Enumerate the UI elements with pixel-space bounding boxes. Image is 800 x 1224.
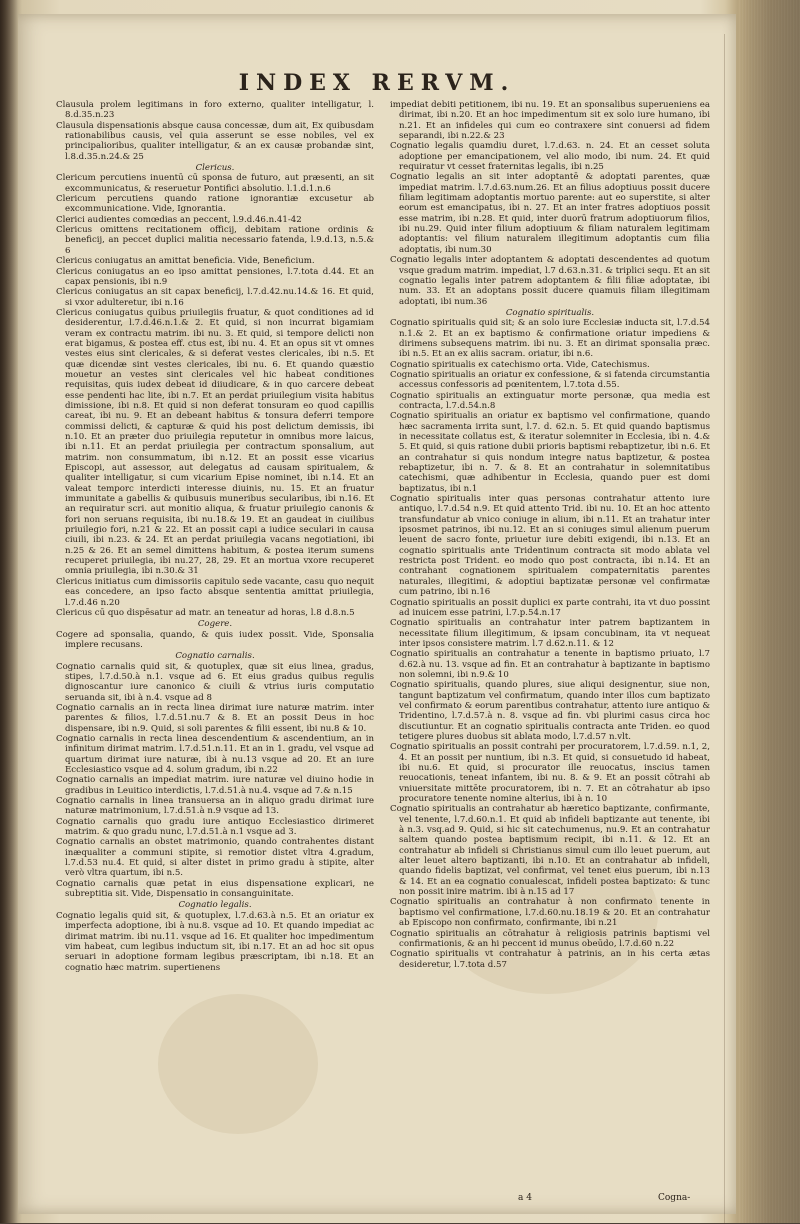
index-entry: Cognatio legalis quamdiu duret, l.7.d.63. n. 24. Et an cesset soluta adoptione per emancipationem, vel alio modo, ibi num. 24. Et quid requiratur vt cesset fraternitas legalis, ibi n.25 [390,141,710,173]
catchword: Cogna- [658,1193,691,1203]
index-entry: Cognatio legalis quid sit, & quotuplex, l.7.d.63.à n.5. Et an oriatur ex imperfecta adoptione, ibi à nu.8. vsque ad 10. Et quando impediat ac dirimat matrim. ibi nu.11. vsque ad 16. Et qualiter hoc impedimentum vim habeat, cum legibus inductum sit, ibi n.17. Et an ad hoc sit opus seruari in adoptione formam legibus præscriptam, ibi n.18. Et an cognatio hæc matrim. supertienens [56,910,374,973]
index-entry: Cognatio spiritualis ex catechismo orta. Vide, Catechismus. [390,359,650,370]
index-entry: Cogere ad sponsalia, quando, & quis iudex possit. Vide, Sponsalia implere recusans. [56,629,374,650]
index-entry: Cognatio carnalis an obstet matrimonio, quando contrahentes distant inæqualiter a communi stipite, si remotior distet vltra 4.gradum, l.7.d.53 nu.4. Et quid, si alter distet in primo gradu à stipite, alter verò vltra quartum, ibi n.5. [56,837,374,879]
index-entry: Clausula prolem legitimans in foro externo, qualiter intelligatur, l. 8.d.35.n.23 [56,100,374,121]
index-entry: Clericus cū quo dispēsatur ad matr. an teneatur ad horas, l.8 d.8.n.5 [56,607,355,618]
index-entry: Cognatio spiritualis vt contrahatur à patrinis, an in his certa ætas desideretur, l.7.tota d.57 [390,949,710,970]
signature-mark: a 4 [518,1193,532,1203]
index-entry: Cognatio spiritualis inter quas personas contrahatur attento iure antiquo, l.7.d.54 n.9. Et quid attento Trid. ibi nu. 10. Et an hoc attento transfundatur ab vnico coniuge in alium, ibi n.11. Et an trahatur inter ipsosmet patrinos, ibi nu.12. Et an si coniuges simul alienum puerum leuent de sacro fonte, priuetur iure debiti exigendi, ibi n.13. Et an cognatio spiritualis ante Tridentinum contracta sit modo ablata vel restricta post Trident. eo modo quo post contracta, ibi n.14. Et an contrahant cognationem spiritualem compaternitatis parentes naturales, illegitimi, & adoptiui baptizatæ personæ vel confirmatæ cum patrino, ibi n.16 [390,494,710,598]
index-entry: Cognatio spiritualis quid sit; & an solo iure Ecclesiæ inducta sit, l.7.d.54 n.1.& 2. Et an ex baptismo & confirmatione oriatur impediens & dirimens subsequens matrim. ibi nu. 3. Et an dirimat sponsalia præc. ibi n.5. Et an ex aliis sacram. oriatur, ibi n.6. [390,318,710,360]
index-entry: Clericum percutiens quando ratione ignorantiæ excusetur ab excommunicatione. Vide, Ignorantia. [56,194,374,215]
left-column [56,100,374,1190]
index-entry: Clericus coniugatus quibus priuilegiis fruatur, & quot conditiones ad id desiderentur, l.7.d.46.n.1.& 2. Et quid, si non incurrat bigamiam veram ex contractu matrim. ibi nu. 3. Et quid, si tempore delicti non erat bigamus, & postea eff. ctus est, ibi nu. 4. Et an opus sit vt omnes vestes eius sint clericales, & si deferat vestes clericales, ibi n.5. Et quæ dicendæ sint vestes clericales, ibi nu. 6. Et quando quæstio mouetur an vestes sint clericales vel hic habeat conditiones requisitas, quis iudex debeat id diiudicare, & in quo carcere debeat esse pendenti hac lite, ibi n.7. Et an perdat priuilegium visita habitus dimissione, ibi n.8. Et quid si non deferat tonsuram eo quod capillis careat, ibi nu. 9. Et an debeant habitus & tonsura deferri tempore commissi delicti, & capturæ & quid his post delictum demissis, ibi n.10. Et an præter duo priuilegia reputetur in omnibus more laicus, ibi n.11. Et an perdat priuilegia per contractum sponsalium, aut matrim. non consummatum, ibi n.12. Et an possit esse vicarius Episcopi, aut assessor, aut delegatus ad causam spiritualem, & qualiter intelligatur, si cum vicarium Epise nominet, ibi n.14. Et an valeat temporc interdicti interesse diuinis, nu. 15. Et an fruatur immunitate a gabellis & quibusuis muneribus secularibus, ibi n.16. Et an requiratur scri. aut monitio aliqua, & fruatur priuilegio canonis & fori non seruans requisita, ibi nu.18.& 19. Et an gaudeat in ciuilibus priuilegio fori, n.21 & 22. Et an possit capi a iudice seculari in causa ciuili, ibi n.23. & 24. Et an perdat priuilegia vacans negotiationi, ibi n.25 & 26. Et an semel dimittens habitum, & postea iterum sumens recuperet priuilegia, ibi nu.27, 28, 29. Et an mortua vxore recuperet omnia priuilegia, ibi n.30.& 31 [56,307,374,577]
index-entry: Cognatio spiritualis an cōtrahatur à religiosis patrinis baptismi vel confirmationis, & an hi peccent id munus obeūdo, l.7.d.60 n.22 [390,928,710,949]
index-entry: Clerici audientes comœdias an peccent, l.9.d.46.n.41-42 [56,214,302,225]
index-entry: Cognatio carnalis in linea transuersa an in aliquo gradu dirimat iure naturæ matrimonium, l.7.d.51.à n.9 vsque ad 13. [56,796,374,817]
index-entry: Cognatio legalis an sit inter adoptantē & adoptati parentes, quæ impediat matrim. l.7.d.63.num.26. Et an filius adoptiuus possit ducere filiam legitimam adoptantis mortuo parente: aut eo superstite, si alter eorum est emancipatus, ibi n. 27. Et an inter fratres adoptiuos possit esse matrim, ibi n.28. Et quid, inter duorū fratrum adoptiuorum filios, ibi nu.29. Quid inter filium adoptiuum & filiam naturalem legitimam adoptantis: vel filium naturalem illegitimum adoptantis cum filia adoptatis, ibi num.30 [390,172,710,255]
fold-line [724,34,725,1224]
index-entry: Cognatio carnalis quæ petat in eius dispensatione explicari, ne subreptitia sit. Vide, Dispensatio in consanguinitate. [56,878,374,900]
page-edges [738,0,800,1223]
index-subheading: Cognatio carnalis. [175,651,255,662]
index-entry: Cognatio carnalis an impediat matrim. iure naturæ vel diuino hodie in gradibus in Leuitico interdictis, l.7.d.51.à nu.4. vsque ad 7.& n.15 [56,775,374,796]
index-entry: Cognatio spiritualis an contrahatur ab hæretico baptizante, confirmante, vel tenente, l.7.d.60.n.1. Et quid ab infideli baptizante aut tenente, ibi à n.3. vsq.ad 9. Quid, si hic sit catechumenus, nu.9. Et an contrahatur saltem quando postea baptismum recipit, ibi n.11. & 12. Et an contrahatur ab infideli si Christianus simul cum illo leuet puerum, aut alter leuet altero baptizanti, ibi n.10. Et an contrahatur ab infideli, quando fidelis baptizat, vel confirmat, vel tenet eius puerum, ibi n.13 & 14. Et an ea cognatio conualescat, infideli postea baptizato: & tunc non possit inire matrim. ibi à n.15 ad 17 [390,804,710,898]
index-entry: impediat debiti petitionem, ibi nu. 19. Et an sponsalibus superueniens ea dirimat, ibi n.20. Et an hoc impedimentum sit ex solo iure humano, ibi n.21. Et an infideles qui cum eo contraxere sint conuersi ad fidem separandi, ibi n.22.& 23 [390,100,710,142]
index-entry: Cognatio spiritualis an oriatur ex confessione, & si fatenda circumstantia accessus confessoris ad pœnitentem, l.7.tota d.55. [390,369,710,391]
index-entry: Cognatio carnalis in recta linea descendentium & ascendentium, an in infinitum dirimat matrim. l.7.d.51.n.11. Et an in 1. gradu, vel vsque ad quartum dirimat iure naturæ, ibi à nu.13 vsque ad 20. Et an iure Ecclesiastico vsque ad 4. solum gradum, ibi n.22 [56,733,374,775]
index-entry: Cognatio spiritualis, quando plures, siue aliqui designentur, siue non, tangunt baptizatum vel confirmatum, quando inter illos cum baptizato vel confirmato & eorum parentibus contrahatur, attento iure antiquo & Tridentino, l.7.d.57.à n. 8. vsque ad fin. vbi plurimi casus circa hoc discutiuntur. Et an cognatio spiritualis contracta ante Triden. eo quod tetigere plures duobus sit ablata modo, l.7.d.57 n.vlt. [390,680,710,742]
index-entry: Cognatio spiritualis an possit duplici ex parte contrahi, ita vt duo possint ad inuicem esse patrini, l.7.p.54.n.17 [390,597,710,618]
index-entry: Clericus coniugatus an amittat beneficia. Vide, Beneficium. [56,256,315,267]
index-entry: Clausula dispensationis absque causa concessæ, dum ait, Ex quibusdam rationabilibus causis, vel quia asserunt se esse nobiles, vel ex principalioribus, qualiter intelligatur, & an ex causæ probandæ sint, l.8.d.35.n.24.& 25 [56,120,374,162]
index-entry: Cognatio carnalis an in recta linea dirimat iure naturæ matrim. inter parentes & filios, l.7.d.51.nu.7 & 8. Et an possit Deus in hoc dispensare, ibi n.9. Quid, si soli parentes & filii essent, ibi nu.8 & 10. [56,702,374,734]
index-entry: Clericus initiatus cum dimissoriis capitulo sede vacante, casu quo nequit eas concedere, an ipso facto absque sententia amittat priuilegia, l.7.d.46 n.20 [56,576,374,608]
index-subheading: Cognatio spiritualis. [505,307,595,318]
index-subheading: Clericus. [195,163,235,174]
index-entry: Clericum percutiens inuentū cū sponsa de futuro, aut præsenti, an sit excommunicatus, & reseruetur Pontifici absolutio. l.1.d.1.n.6 [56,173,374,194]
index-entry: Cognatio spiritualis an contrahatur à non confirmato tenente in baptismo vel confirmatione, l.7.d.60.nu.18.19 & 20. Et an contrahatur ab Episcopo non confirmato, confirmante, ibi n.21 [390,897,710,929]
index-entry: Cognatio carnalis quo gradu iure antiquo Ecclesiastico dirimeret matrim. & quo gradu nunc, l.7.d.51.à n.1 vsque ad 3. [56,816,374,838]
right-column [390,100,710,1190]
index-entry: Cognatio spiritualis an extinguatur morte personæ, qua media est contracta, l.7.d.54.n.8 [390,390,710,411]
index-entry: Clericus coniugatus an sit capax beneficij, l.7.d.42.nu.14.& 16. Et quid, si vxor adulteretur, ibi n.16 [56,287,374,308]
index-entry: Cognatio spiritualis an contrahatur inter patrem baptizantem in necessitate filium illegitimum, & ipsam concubinam, ita vt nequeat inter ipsos consistere matrim. l.7 d.62.n.11. & 12 [390,618,710,649]
index-entry: Cognatio legalis inter adoptantem & adoptati descendentes ad quotum vsque gradum matrim. impediat, l.7 d.63.n.31. & triplici sequ. Et an sit cognatio legalis inter patrem adoptantem & filii filiæ adoptatæ, ibi num. 33. Et an adoptans possit ducere quamuis filiam illegitimam adoptati, ibi num.36 [390,255,710,307]
index-entry: Cognatio spiritualis an possit contrahi per procuratorem, l.7.d.59. n.1, 2, 4. Et an possit per nuntium, ibi n.3. Et quid, si consuetudo id habeat, ibi nu.6. Et quid, si procurator ille reuocatus, inscius tamen reuocationis, teneat infantem, ibi nu. 8. & 9. Et an possit cōtrahi ab vniuersitate mittēte procuratorem, ibi n. 7. Et an cōtrahatur ab ipso procuratore tenente nomine alterius, ibi à n. 10 [390,742,710,805]
index-entry: Cognatio spiritualis an oriatur ex baptismo vel confirmatione, quando hæc sacramenta irrita sunt, l.7. d. 62.n. 5. Et quid quando baptismus in necessitate collatus est, & iteratur solemniter in Ecclesia, ibi n. 4.& 5. Et quid, si quis ratione dubii prioris baptismi rebaptizetur, ibi n.6. Et an contrahatur si quis nondum integre natus baptizetur, & postea rebaptizetur, ibi n. 7. & 8. Et an contrahatur in solemnitatibus catechismi, quæ adhibentur in Ecclesia, quando puer est domi baptizatus, ibi n.1 [390,411,710,494]
index-entry: Clericus coniugatus an eo ipso amittat pensiones, l.7.tota d.44. Et an capax pensionis, ibi n.9 [56,266,374,287]
index-subheading: Cognatio legalis. [178,900,252,911]
index-entry: Clericus omittens recitationem officij, debitam ratione ordinis & beneficij, an peccet duplici malitia necessario fatenda, l.9.d.13, n.5.& 6 [56,225,374,256]
page-header: INDEX RERVM. [238,70,516,96]
index-entry: Cognatio spiritualis an contrahatur a tenente in baptismo priuato, l.7 d.62.à nu. 13. vsque ad fin. Et an contrahatur à baptizante in baptismo non solemni, ibi n.9.& 10 [390,649,710,680]
index-entry: Cognatio carnalis quid sit, & quotuplex, quæ sit eius linea, gradus, stipes, l.7.d.50.à n.1. vsque ad 6. Et eius gradus quibus regulis dignoscantur iure canonico & ciuili & vtrius iuris computatio seruanda sit, ibi à n.4. vsque ad 8 [56,661,374,703]
book-page [18,14,736,1214]
index-subheading: Cogere. [197,619,233,630]
